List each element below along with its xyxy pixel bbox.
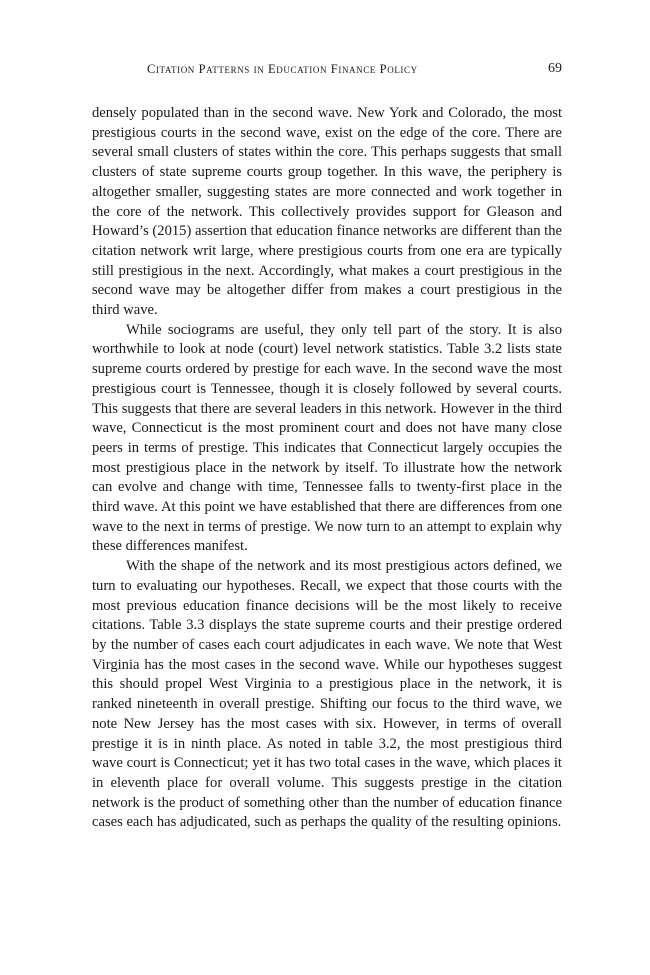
running-head [92, 62, 562, 80]
page-number: 69 [548, 61, 562, 76]
paragraph-continued: densely populated than in the second wave. New York and Colorado, the most prestigious courts in the second wave, exist on the edge of the core. There are several small clusters of states within the core. This perhaps suggests that small clusters of state supreme courts group together. In this wave, the periphery is altogether smaller, suggesting states are more connected and work together in the core of the network. This collectively provides support for Gleason and Howard’s (2015) assertion that education finance networks are different than the citation network writ large, where prestigious courts from one era are typically still prestigious in the next. Accordingly, what makes a court prestigious in the second wave may be altogether differ from makes a court prestigious in the third wave. [92, 105, 562, 319]
body-text [92, 104, 562, 833]
paragraph-sociograms: While sociograms are useful, they only tell part of the story. It is also worthwhile to look at node (court) level network statistics. Table 3.2 lists state supreme courts ordered by prestige for each wave. In the second wave the most prestigious court is Tennessee, though it is closely followed by several courts. This suggests that there are several leaders in this network. However in the third wave, Connecticut is the most prominent court and does not have many close peers in terms of prestige. This indicates that Connecticut largely occupies the most prestigious place in the network by itself. To illustrate how the network can evolve and change with time, Tennessee falls to twenty-first place in the third wave. At this point we have established that there are differences from one wave to the next in terms of prestige. We now turn to an attempt to explain why these differences manifest. [92, 321, 562, 555]
running-title: Citation Patterns in Education Finance Policy [147, 62, 418, 76]
paragraph-hypotheses: With the shape of the network and its most prestigious actors defined, we turn to evaluating our hypotheses. Recall, we expect that those courts with the most previous education finance decisions will be the most likely to receive citations. Table 3.3 displays the state supreme courts and their prestige ordered by the number of cases each court adjudicates in each wave. We note that West Virginia has the most cases in the second wave. While our hypotheses suggest this should propel West Virginia to a prestigious place in the network, it is ranked nineteenth in overall prestige. Shifting our focus to the third wave, we note New Jersey has the most cases with six. However, in terms of overall prestige it is in ninth place. As noted in table 3.2, the most prestigious third wave court is Connecticut; yet it has two total cases in the wave, which places it in eleventh place for overall volume. This suggests prestige in the citation network is the product of something other than the number of education finance cases each has adjudicated, such as perhaps the quality of the resulting opinions. [92, 558, 562, 831]
